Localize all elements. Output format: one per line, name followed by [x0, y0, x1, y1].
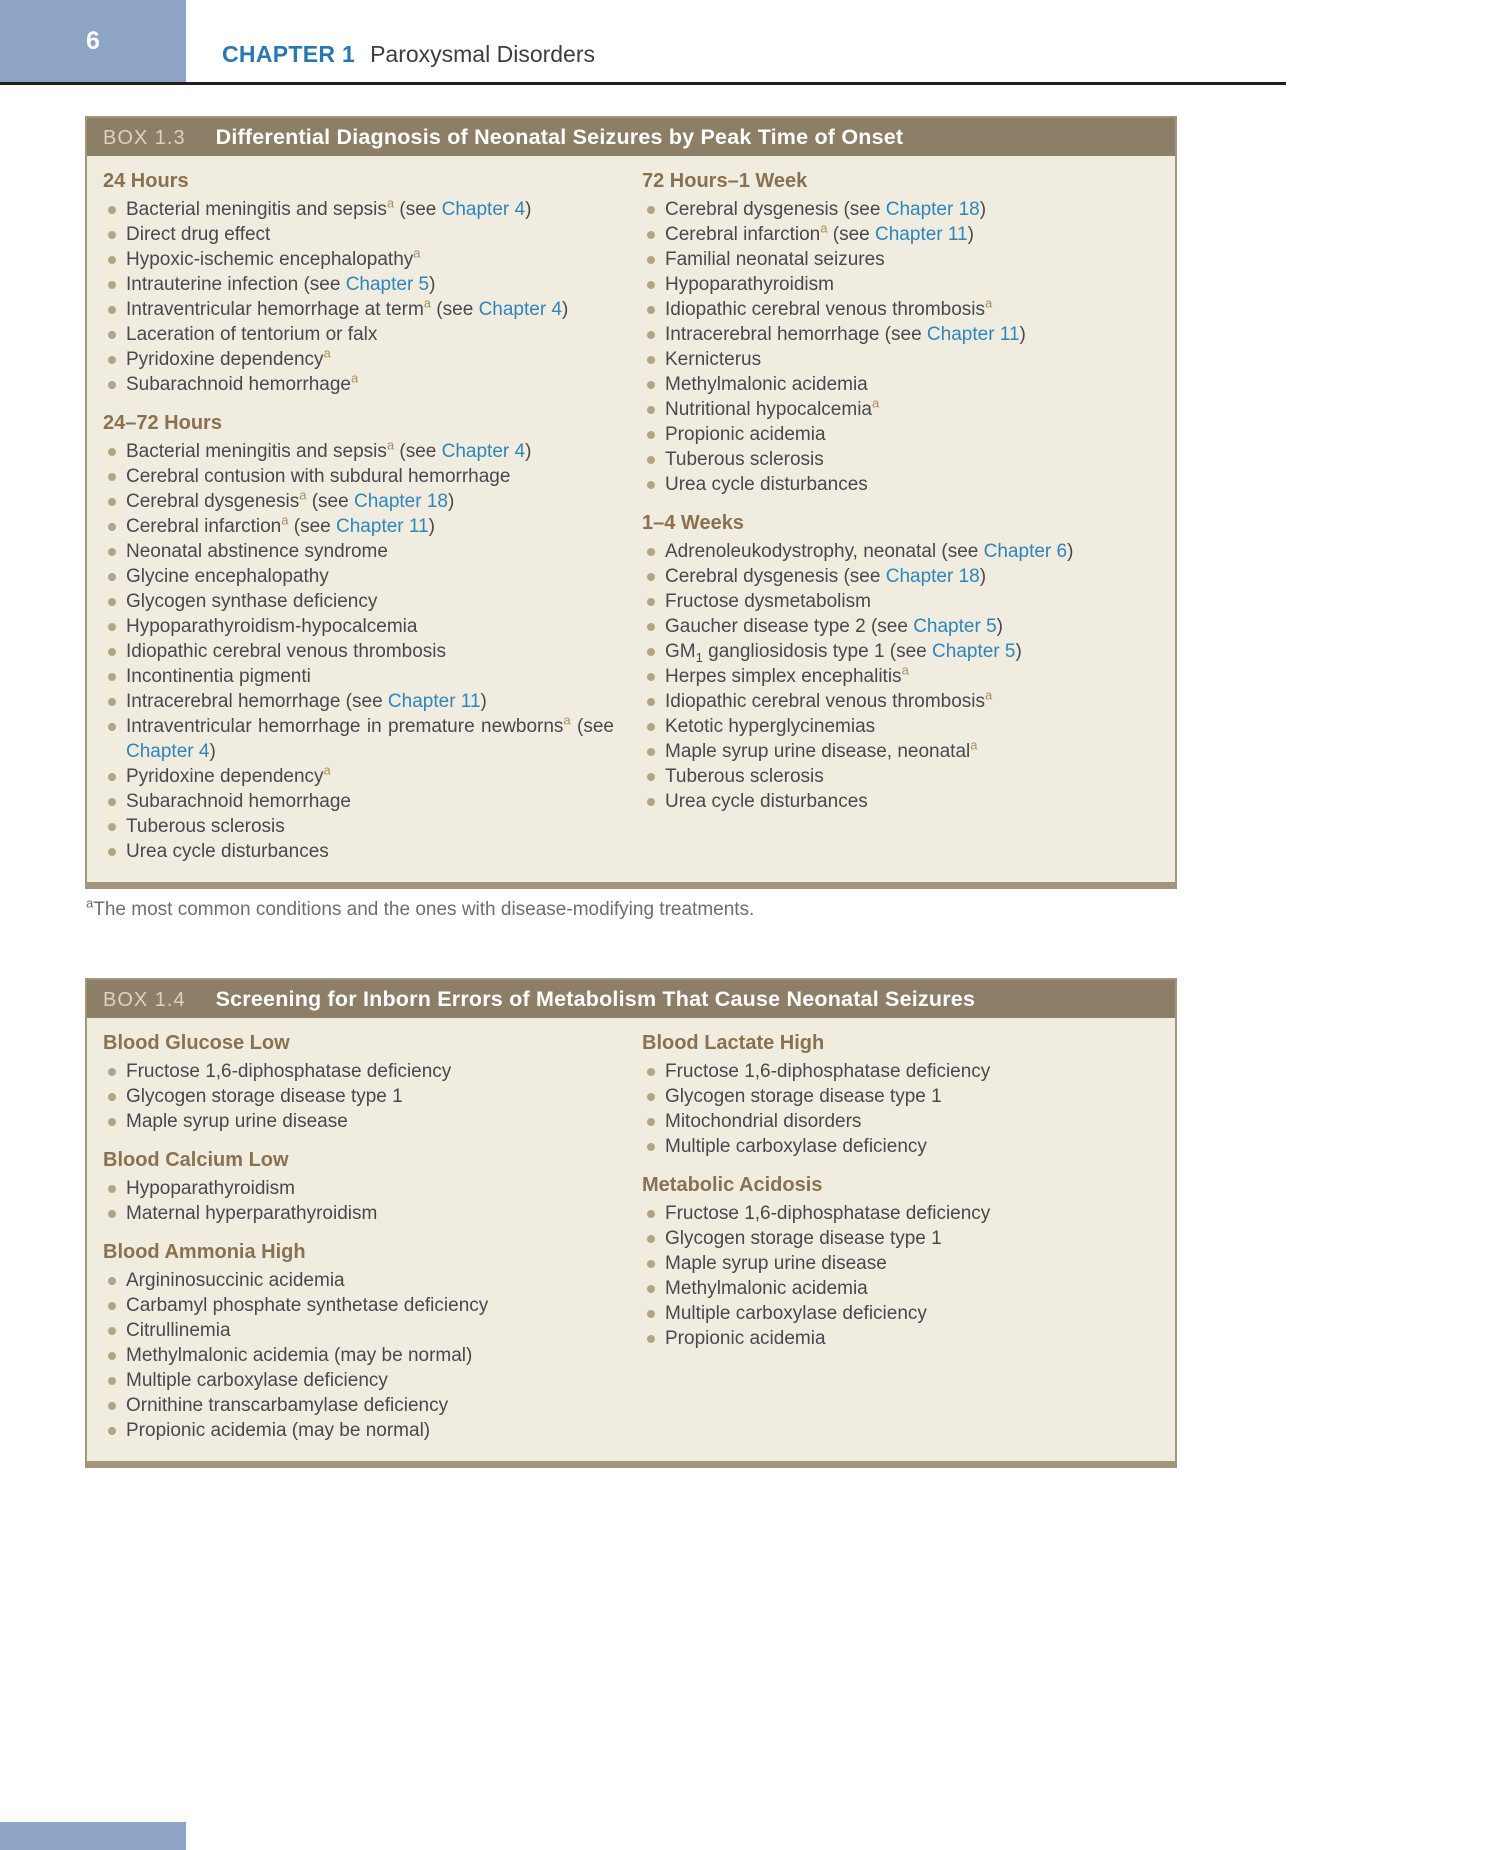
- box-1-4-title: Screening for Inborn Errors of Metabolism That Cause Neonatal Seizures: [215, 987, 976, 1011]
- list-item: Subarachnoid hemorrhage$^a$: [103, 372, 614, 397]
- list-item: Fructose 1,6-diphosphatase deficiency: [642, 1059, 1153, 1084]
- footnote-marker: a: [299, 487, 307, 503]
- list-item: Intracerebral hemorrhage (see Chapter 11): [103, 689, 614, 714]
- list-item: Maple syrup urine disease: [103, 1109, 614, 1134]
- box-1-3-title: Differential Diagnosis of Neonatal Seizures by Peak Time of Onset: [215, 125, 904, 149]
- list-item: Tuberous sclerosis: [642, 764, 1153, 789]
- list-item: Maple syrup urine disease: [642, 1251, 1153, 1276]
- list-item: Methylmalonic acidemia: [642, 372, 1153, 397]
- box-1-4-label: BOX 1.4: [103, 989, 186, 1011]
- chapter-link[interactable]: Chapter 11: [336, 516, 429, 537]
- box-1-3: [85, 116, 1177, 889]
- box-1-3-footnote: $^a$The most common conditions and the ones with disease-modifying treatments.: [86, 895, 755, 920]
- section-heading: Blood Glucose Low: [103, 1032, 290, 1054]
- item-list: [103, 439, 614, 864]
- box-column: [642, 169, 1153, 864]
- item-list: [642, 1201, 1153, 1351]
- item-list: [103, 1176, 614, 1226]
- item-list: [103, 197, 614, 397]
- chapter-link[interactable]: Chapter 5: [932, 641, 1016, 662]
- chapter-link[interactable]: Chapter 4: [126, 741, 210, 762]
- list-item: Methylmalonic acidemia: [642, 1276, 1153, 1301]
- footnote-marker: a: [872, 395, 880, 411]
- list-item: Argininosuccinic acidemia: [103, 1268, 614, 1293]
- list-item: Urea cycle disturbances: [642, 789, 1153, 814]
- list-item: Citrullinemia: [103, 1318, 614, 1343]
- list-item: Familial neonatal seizures: [642, 247, 1153, 272]
- footnote-marker: a: [386, 195, 395, 211]
- footnote-marker: a: [985, 295, 993, 311]
- list-item: Hypoparathyroidism: [103, 1176, 614, 1201]
- list-item: Propionic acidemia: [642, 1326, 1153, 1351]
- chapter-link[interactable]: Chapter 11: [926, 324, 1020, 345]
- chapter-link[interactable]: Chapter 5: [345, 274, 430, 295]
- chapter-link[interactable]: Chapter 4: [478, 299, 563, 320]
- list-item: Direct drug effect: [103, 222, 614, 247]
- list-item: Bacterial meningitis and sepsis$^a$ (see Chapter 4): [103, 197, 614, 222]
- footnote-marker: a: [281, 512, 289, 528]
- item-list: [103, 1268, 614, 1443]
- section-heading: 24–72 Hours: [103, 412, 222, 434]
- list-item: Glycogen storage disease type 1: [642, 1226, 1153, 1251]
- list-item: Carbamyl phosphate synthetase deficiency: [103, 1293, 614, 1318]
- list-item: Fructose dysmetabolism: [642, 589, 1153, 614]
- list-item: Adrenoleukodystrophy, neonatal (see Chapter 6): [642, 539, 1153, 564]
- list-item: Neonatal abstinence syndrome: [103, 539, 614, 564]
- chapter-label: CHAPTER 1: [222, 41, 356, 67]
- chapter-title: Paroxysmal Disorders: [370, 41, 596, 67]
- list-item: Multiple carboxylase deficiency: [642, 1301, 1153, 1326]
- box-1-3-label: BOX 1.3: [103, 127, 186, 149]
- subscript: 1: [695, 649, 703, 665]
- list-item: Intrauterine infection (see Chapter 5): [103, 272, 614, 297]
- box-1-3-header: [87, 118, 1175, 156]
- page-number: 6: [86, 26, 100, 55]
- list-item: Ornithine transcarbamylase deficiency: [103, 1393, 614, 1418]
- list-item: Glycogen storage disease type 1: [103, 1084, 614, 1109]
- list-item: Hypoparathyroidism-hypocalcemia: [103, 614, 614, 639]
- box-column: [642, 1031, 1153, 1443]
- list-item: Glycogen synthase deficiency: [103, 589, 614, 614]
- list-item: Maple syrup urine disease, neonatal$^a$: [642, 739, 1153, 764]
- box-1-4: [85, 978, 1177, 1468]
- list-item: Kernicterus: [642, 347, 1153, 372]
- chapter-link[interactable]: Chapter 4: [441, 199, 526, 220]
- footnote-marker: a: [386, 437, 395, 453]
- list-item: Propionic acidemia: [642, 422, 1153, 447]
- header-rule: [0, 82, 1286, 85]
- footnote-marker: a: [351, 370, 359, 386]
- list-item: Tuberous sclerosis: [103, 814, 614, 839]
- chapter-link[interactable]: Chapter 11: [387, 691, 481, 712]
- list-item: Multiple carboxylase deficiency: [642, 1134, 1153, 1159]
- chapter-link[interactable]: Chapter 4: [441, 441, 526, 462]
- footnote-marker: a: [985, 687, 993, 703]
- footnote-marker: a: [413, 245, 421, 261]
- list-item: Intracerebral hemorrhage (see Chapter 11): [642, 322, 1153, 347]
- list-item: Cerebral dysgenesis (see Chapter 18): [642, 197, 1153, 222]
- list-item: Gaucher disease type 2 (see Chapter 5): [642, 614, 1153, 639]
- list-item: Propionic acidemia (may be normal): [103, 1418, 614, 1443]
- list-item: $GM_1$ gangliosidosis type 1 (see Chapter 5): [642, 639, 1153, 664]
- item-list: [642, 539, 1153, 814]
- bottom-page-tab: [0, 1822, 186, 1850]
- list-item: Tuberous sclerosis: [642, 447, 1153, 472]
- list-item: Mitochondrial disorders: [642, 1109, 1153, 1134]
- list-item: Glycogen storage disease type 1: [642, 1084, 1153, 1109]
- footnote-marker: a: [323, 345, 331, 361]
- item-list: [642, 1059, 1153, 1159]
- list-item: Pyridoxine dependency$^a$: [103, 347, 614, 372]
- footnote-marker: a: [970, 737, 978, 753]
- running-head: [222, 0, 595, 82]
- section-heading: Blood Lactate High: [642, 1032, 825, 1054]
- list-item: Hypoxic-ischemic encephalopathy$^a$: [103, 247, 614, 272]
- item-list: [103, 1059, 614, 1134]
- list-item: Laceration of tentorium or falx: [103, 322, 614, 347]
- section-heading: 72 Hours–1 Week: [642, 170, 808, 192]
- list-item: Incontinentia pigmenti: [103, 664, 614, 689]
- section-heading: Metabolic Acidosis: [642, 1174, 823, 1196]
- footnote-marker: a: [820, 220, 828, 236]
- list-item: Bacterial meningitis and sepsis$^a$ (see Chapter 4): [103, 439, 614, 464]
- chapter-link[interactable]: Chapter 5: [913, 616, 997, 637]
- list-item: Cerebral dysgenesis (see Chapter 18): [642, 564, 1153, 589]
- section-heading: Blood Ammonia High: [103, 1241, 306, 1263]
- list-item: Urea cycle disturbances: [103, 839, 614, 864]
- box-1-3-body: [87, 156, 1175, 882]
- list-item: Hypoparathyroidism: [642, 272, 1153, 297]
- list-item: Nutritional hypocalcemia$^a$: [642, 397, 1153, 422]
- footnote-marker: a: [323, 762, 331, 778]
- list-item: Cerebral contusion with subdural hemorrhage: [103, 464, 614, 489]
- list-item: Cerebral infarction$^a$ (see Chapter 11): [642, 222, 1153, 247]
- list-item: Fructose 1,6-diphosphatase deficiency: [103, 1059, 614, 1084]
- chapter-link[interactable]: Chapter 11: [875, 224, 968, 245]
- page-number-tab: [0, 0, 186, 82]
- list-item: Cerebral dysgenesis$^a$ (see Chapter 18): [103, 489, 614, 514]
- box-column: [103, 1031, 614, 1443]
- list-item: Idiopathic cerebral venous thrombosis: [103, 639, 614, 664]
- list-item: Maternal hyperparathyroidism: [103, 1201, 614, 1226]
- footnote-marker: a: [423, 295, 432, 311]
- list-item: Herpes simplex encephalitis$^a$: [642, 664, 1153, 689]
- list-item: Subarachnoid hemorrhage: [103, 789, 614, 814]
- list-item: Ketotic hyperglycinemias: [642, 714, 1153, 739]
- list-item: Methylmalonic acidemia (may be normal): [103, 1343, 614, 1368]
- list-item: Pyridoxine dependency$^a$: [103, 764, 614, 789]
- footnote-marker: a: [901, 662, 909, 678]
- chapter-link[interactable]: Chapter 18: [353, 491, 448, 512]
- footnote-marker: a: [86, 895, 94, 911]
- list-item: Cerebral infarction$^a$ (see Chapter 11): [103, 514, 614, 539]
- footnote-marker: a: [563, 712, 571, 728]
- section-heading: 24 Hours: [103, 170, 189, 192]
- list-item: Multiple carboxylase deficiency: [103, 1368, 614, 1393]
- list-item: Fructose 1,6-diphosphatase deficiency: [642, 1201, 1153, 1226]
- list-item: Intraventricular hemorrhage at term$^a$ (see Chapter 4): [103, 297, 614, 322]
- chapter-link[interactable]: Chapter 18: [885, 199, 980, 220]
- box-column: [103, 169, 614, 864]
- list-item: Idiopathic cerebral venous thrombosis$^a$: [642, 689, 1153, 714]
- section-heading: 1–4 Weeks: [642, 512, 744, 534]
- list-item: Idiopathic cerebral venous thrombosis$^a$: [642, 297, 1153, 322]
- list-item: Glycine encephalopathy: [103, 564, 614, 589]
- chapter-link[interactable]: Chapter 18: [885, 566, 980, 587]
- section-heading: Blood Calcium Low: [103, 1149, 289, 1171]
- box-1-4-body: [87, 1018, 1175, 1461]
- box-1-4-header: [87, 980, 1175, 1018]
- list-item: Urea cycle disturbances: [642, 472, 1153, 497]
- item-list: [642, 197, 1153, 497]
- list-item: Intraventricular hemorrhage in premature newborns$^a$ (see Chapter 4): [103, 714, 614, 764]
- chapter-link[interactable]: Chapter 6: [983, 541, 1068, 562]
